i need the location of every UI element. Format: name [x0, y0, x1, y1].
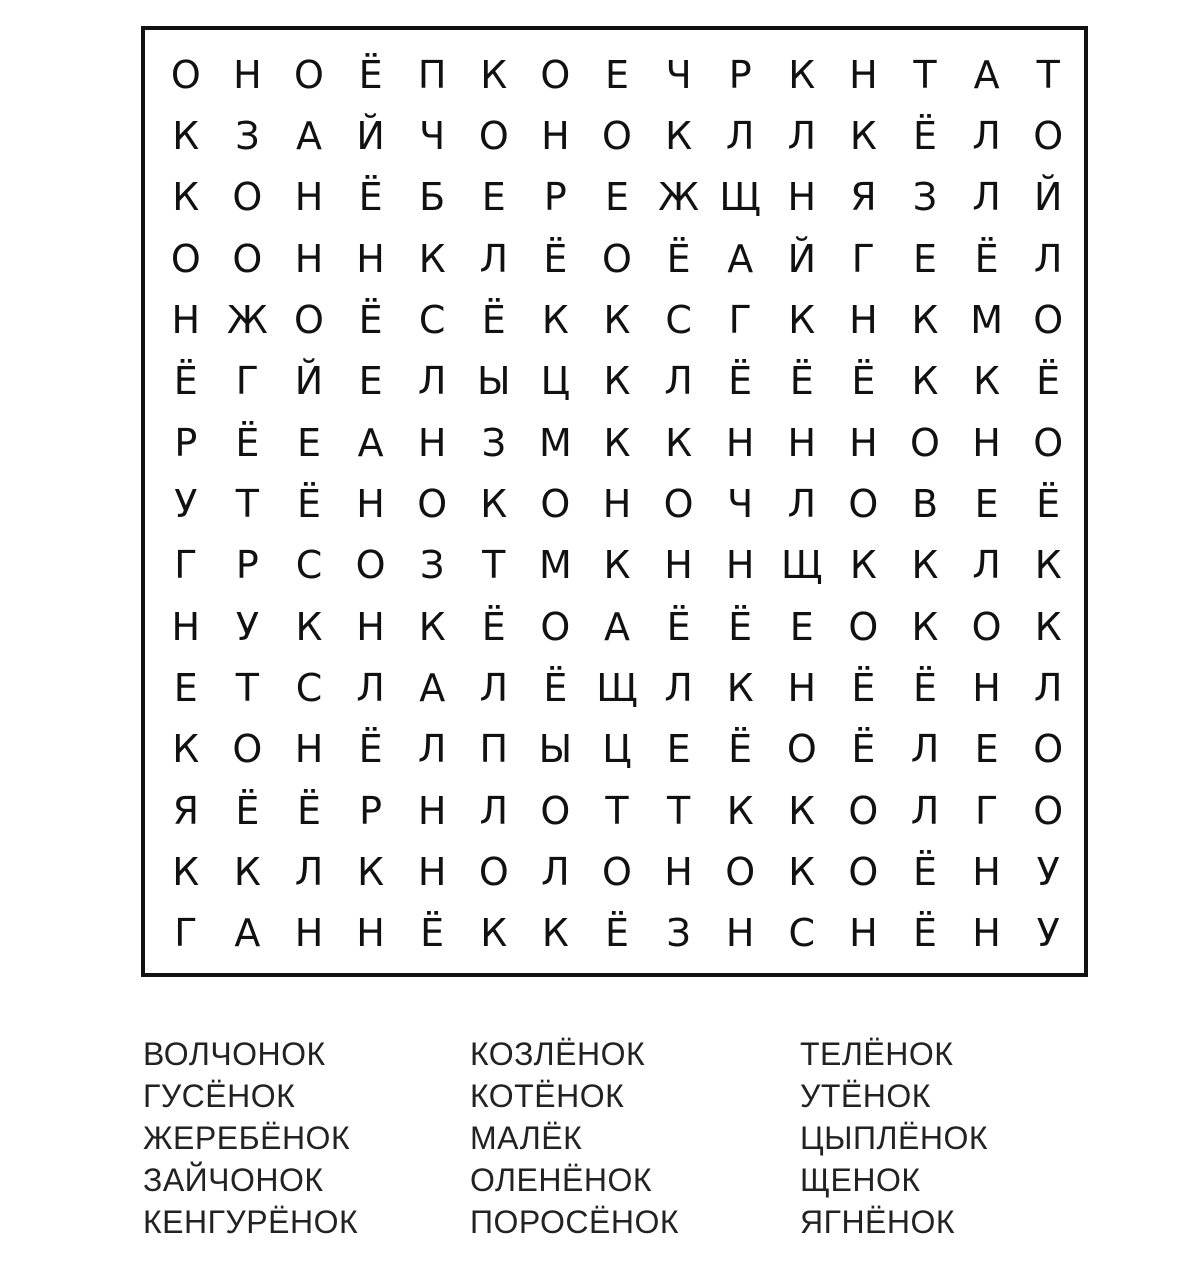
grid-cell[interactable]: Ё	[604, 911, 629, 956]
grid-cell[interactable]: Н	[294, 911, 324, 956]
grid-cell[interactable]: О	[170, 236, 201, 281]
grid-cell[interactable]: Л	[972, 175, 1001, 220]
word-item: УТЁНОК	[800, 1078, 931, 1114]
grid-cell[interactable]: К	[973, 359, 1001, 404]
grid-cell[interactable]: К	[1034, 604, 1062, 649]
grid-cell[interactable]: Г	[235, 359, 259, 404]
letter-grid	[155, 44, 1079, 964]
grid-cell[interactable]: Н	[294, 175, 324, 220]
grid-cell[interactable]: Й	[1033, 175, 1063, 220]
grid-cell[interactable]: Т	[1036, 52, 1060, 97]
grid-cell[interactable]: Л	[1033, 665, 1063, 710]
grid-cell[interactable]: Ё	[728, 604, 753, 649]
grid-cell[interactable]: К	[603, 543, 631, 588]
grid-cell[interactable]: О	[725, 849, 756, 894]
grid-cell[interactable]: Е	[358, 359, 383, 404]
grid-cell[interactable]: Н	[417, 849, 447, 894]
grid-cell[interactable]: Н	[356, 911, 385, 956]
grid-cell[interactable]: Р	[174, 420, 198, 465]
grid-cell[interactable]: Н	[294, 727, 324, 772]
grid-cell[interactable]: С	[295, 665, 323, 710]
grid-cell[interactable]: Л	[541, 849, 570, 894]
grid-cell[interactable]: К	[418, 604, 446, 649]
grid-cell[interactable]: Й	[356, 113, 385, 158]
grid-cell[interactable]: С	[665, 297, 692, 342]
grid-cell[interactable]: Н	[602, 481, 632, 526]
grid-cell[interactable]: Л	[417, 359, 447, 404]
grid-cell[interactable]: К	[172, 113, 200, 158]
grid-cell[interactable]: К	[788, 52, 816, 97]
grid-cell[interactable]: К	[911, 543, 939, 588]
grid-cell[interactable]: Ё	[974, 236, 999, 281]
grid-cell[interactable]: Н	[664, 849, 693, 894]
grid-cell[interactable]: З	[235, 113, 260, 158]
grid-cell[interactable]: К	[665, 113, 693, 158]
grid-cell[interactable]: Ё	[728, 727, 753, 772]
grid-cell[interactable]: Л	[725, 113, 755, 158]
grid-cell[interactable]: О	[848, 604, 879, 649]
grid-cell[interactable]: Й	[294, 359, 324, 404]
word-item: ПОРОСЁНОК	[470, 1204, 680, 1240]
grid-cell[interactable]: Л	[787, 481, 817, 526]
grid-cell[interactable]: Ё	[912, 665, 937, 710]
grid-cell[interactable]: У	[1036, 849, 1060, 894]
grid-cell[interactable]: К	[418, 236, 446, 281]
grid-cell[interactable]: Л	[1033, 236, 1063, 281]
grid-cell[interactable]: Н	[849, 297, 878, 342]
word-item: КОТЁНОК	[470, 1078, 625, 1114]
grid-cell[interactable]: Л	[972, 543, 1001, 588]
grid-cell[interactable]: О	[602, 113, 632, 158]
grid-cell[interactable]: Ё	[912, 113, 937, 158]
grid-cell[interactable]: Ё	[851, 359, 876, 404]
grid-cell[interactable]: У	[1036, 911, 1060, 956]
grid-cell[interactable]: Н	[171, 604, 201, 649]
grid-cell[interactable]: С	[295, 543, 323, 588]
grid-cell[interactable]: Ё	[481, 297, 506, 342]
grid-cell[interactable]: Н	[849, 52, 878, 97]
grid-cell[interactable]: О	[540, 604, 571, 649]
grid-cell[interactable]: Н	[849, 911, 878, 956]
grid-cell[interactable]: Е	[481, 175, 506, 220]
grid-cell[interactable]: У	[235, 604, 259, 649]
grid-cell[interactable]: Н	[725, 911, 755, 956]
word-item: ЯГНЁНОК	[800, 1204, 956, 1240]
grid-cell[interactable]: К	[295, 604, 323, 649]
grid-cell[interactable]: С	[788, 911, 816, 956]
grid-cell[interactable]: Ё	[296, 788, 321, 833]
word-column	[800, 1033, 988, 1243]
grid-cell[interactable]: А	[295, 113, 322, 158]
grid-cell[interactable]: О	[1033, 788, 1064, 833]
grid-cell[interactable]: Н	[541, 113, 570, 158]
grid-cell[interactable]: Ч	[419, 113, 446, 158]
grid-cell[interactable]: О	[540, 481, 571, 526]
word-item: ОЛЕНЁНОК	[470, 1162, 652, 1198]
grid-cell[interactable]: О	[1033, 297, 1064, 342]
grid-cell[interactable]: Л	[664, 665, 693, 710]
grid-cell[interactable]: Н	[849, 420, 878, 465]
grid-cell[interactable]: В	[911, 481, 939, 526]
grid-cell[interactable]: М	[538, 543, 572, 588]
grid-cell[interactable]: Н	[356, 481, 385, 526]
word-item: КЕНГУРЁНОК	[143, 1204, 359, 1240]
grid-cell[interactable]: З	[912, 175, 938, 220]
grid-cell[interactable]: К	[911, 297, 939, 342]
grid-cell[interactable]: Ц	[540, 359, 571, 404]
grid-cell[interactable]: Ё	[358, 297, 383, 342]
grid-cell[interactable]: Т	[605, 788, 629, 833]
grid-cell[interactable]: О	[417, 481, 448, 526]
grid-cell[interactable]: А	[603, 604, 630, 649]
grid-cell[interactable]: Е	[604, 52, 629, 97]
grid-cell[interactable]: Ё	[358, 727, 383, 772]
grid-cell[interactable]: Ж	[226, 297, 268, 342]
grid-cell[interactable]: К	[726, 665, 754, 710]
grid-cell[interactable]: Г	[174, 543, 198, 588]
grid-cell[interactable]: О	[663, 481, 694, 526]
grid-cell[interactable]: Л	[910, 727, 940, 772]
grid-cell[interactable]: А	[234, 911, 261, 956]
grid-cell[interactable]: Л	[479, 236, 509, 281]
word-column	[470, 1033, 679, 1243]
grid-cell[interactable]: Е	[296, 420, 321, 465]
grid-cell[interactable]: К	[480, 911, 508, 956]
grid-cell[interactable]: Ё	[728, 359, 753, 404]
grid-cell[interactable]: С	[418, 297, 446, 342]
grid-cell[interactable]: Ё	[543, 665, 568, 710]
grid-cell[interactable]: Е	[912, 236, 937, 281]
grid-cell[interactable]: Ё	[666, 236, 691, 281]
word-item: ТЕЛЁНОК	[800, 1036, 954, 1072]
grid-cell[interactable]: З	[420, 543, 445, 588]
grid-cell[interactable]: Н	[972, 911, 1001, 956]
grid-cell[interactable]: О	[971, 604, 1002, 649]
grid-cell[interactable]: Л	[664, 359, 693, 404]
grid-cell[interactable]: К	[541, 297, 569, 342]
word-item: ГУСЁНОК	[143, 1078, 296, 1114]
grid-cell[interactable]: Е	[789, 604, 814, 649]
grid-cell[interactable]: Ч	[727, 481, 754, 526]
grid-cell[interactable]: Н	[787, 665, 817, 710]
grid-cell[interactable]: К	[849, 543, 877, 588]
grid-cell[interactable]: О	[602, 236, 632, 281]
grid-cell[interactable]: Ё	[235, 420, 260, 465]
grid-cell[interactable]: П	[479, 727, 509, 772]
grid-cell[interactable]: К	[849, 113, 877, 158]
grid-cell[interactable]: Ы	[477, 359, 511, 404]
grid-cell[interactable]: Ы	[538, 727, 573, 772]
word-item: ЗАЙЧОНОК	[143, 1162, 324, 1198]
grid-cell[interactable]: Ч	[665, 52, 692, 97]
grid-cell[interactable]: Л	[294, 849, 324, 894]
grid-cell[interactable]: Н	[972, 665, 1001, 710]
grid-cell[interactable]: О	[478, 849, 509, 894]
grid-cell[interactable]: Р	[235, 543, 259, 588]
grid-cell[interactable]: О	[232, 175, 263, 220]
grid-cell[interactable]: Ё	[912, 911, 937, 956]
grid-cell[interactable]: Е	[974, 481, 999, 526]
grid-cell[interactable]: А	[419, 665, 446, 710]
grid-cell[interactable]: О	[232, 236, 263, 281]
word-item: КОЗЛЁНОК	[470, 1036, 646, 1072]
grid-cell[interactable]: Н	[171, 297, 201, 342]
grid-cell[interactable]: О	[786, 727, 817, 772]
grid-cell[interactable]: К	[541, 911, 569, 956]
grid-cell[interactable]: Ё	[543, 236, 568, 281]
grid-cell[interactable]: К	[726, 788, 754, 833]
grid-cell[interactable]: О	[232, 727, 263, 772]
grid-cell[interactable]: Л	[910, 788, 940, 833]
word-item: ЦЫПЛЁНОК	[800, 1120, 988, 1156]
grid-cell[interactable]: Т	[913, 52, 937, 97]
grid-cell[interactable]: Н	[356, 236, 385, 281]
grid-cell[interactable]: К	[357, 849, 385, 894]
grid-cell[interactable]: Ё	[1036, 481, 1061, 526]
word-item: ВОЛЧОНОК	[143, 1036, 326, 1072]
grid-cell[interactable]: Ё	[851, 727, 876, 772]
grid-cell[interactable]: З	[666, 911, 691, 956]
grid-cell[interactable]: К	[603, 359, 631, 404]
grid-cell[interactable]: Е	[173, 665, 198, 710]
grid-cell[interactable]: Р	[543, 175, 567, 220]
grid-cell[interactable]: Ё	[912, 849, 937, 894]
word-item: ЩЕНОК	[800, 1162, 921, 1198]
grid-cell[interactable]: Т	[482, 543, 506, 588]
grid-cell[interactable]: Ж	[658, 175, 700, 220]
grid-cell[interactable]: О	[478, 113, 509, 158]
word-list	[143, 1033, 1043, 1253]
grid-cell[interactable]: Л	[972, 113, 1001, 158]
grid-cell[interactable]: Е	[666, 727, 691, 772]
grid-cell[interactable]: К	[788, 849, 816, 894]
grid-cell[interactable]: К	[480, 52, 508, 97]
grid-cell[interactable]: К	[172, 175, 200, 220]
grid-cell[interactable]: Ё	[358, 175, 383, 220]
grid-cell[interactable]: О	[1033, 420, 1064, 465]
grid-cell[interactable]: К	[603, 420, 631, 465]
grid-cell[interactable]: О	[540, 52, 571, 97]
grid-cell[interactable]: К	[603, 297, 631, 342]
grid-cell[interactable]: А	[357, 420, 384, 465]
grid-cell[interactable]: Л	[417, 727, 447, 772]
grid-cell[interactable]: А	[973, 52, 1000, 97]
grid-cell[interactable]: Б	[419, 175, 446, 220]
grid-cell[interactable]: К	[172, 727, 200, 772]
grid-cell[interactable]: М	[970, 297, 1003, 342]
grid-cell[interactable]: Т	[235, 481, 259, 526]
grid-cell[interactable]: Ё	[1036, 359, 1061, 404]
grid-cell[interactable]: Ё	[173, 359, 198, 404]
grid-cell[interactable]: К	[1034, 543, 1062, 588]
grid-cell[interactable]: Щ	[781, 543, 823, 588]
grid-cell[interactable]: Н	[417, 788, 447, 833]
grid-cell[interactable]: Е	[974, 727, 999, 772]
grid-cell[interactable]: К	[233, 849, 261, 894]
grid-cell[interactable]: Л	[356, 665, 385, 710]
grid-cell[interactable]: Щ	[596, 665, 638, 710]
grid-cell[interactable]: Г	[851, 236, 875, 281]
grid-cell[interactable]: Ё	[296, 481, 321, 526]
word-column	[143, 1033, 358, 1243]
grid-cell[interactable]: А	[727, 236, 754, 281]
grid-cell[interactable]: Р	[728, 52, 752, 97]
grid-cell[interactable]: О	[1033, 727, 1064, 772]
grid-cell[interactable]: О	[355, 543, 386, 588]
grid-cell[interactable]: Т	[666, 788, 691, 833]
grid-cell[interactable]: М	[538, 420, 572, 465]
grid-cell[interactable]: Н	[972, 849, 1001, 894]
grid-cell[interactable]: Н	[787, 420, 817, 465]
grid-cell[interactable]: Н	[356, 604, 385, 649]
grid-cell[interactable]: Щ	[719, 175, 761, 220]
grid-cell[interactable]: Л	[479, 788, 509, 833]
grid-cell[interactable]: Ё	[789, 359, 814, 404]
grid-cell[interactable]: О	[540, 788, 571, 833]
grid-cell[interactable]: О	[910, 420, 940, 465]
grid-cell[interactable]: К	[911, 359, 939, 404]
grid-cell[interactable]: К	[480, 481, 508, 526]
grid-cell[interactable]: П	[417, 52, 447, 97]
grid-cell[interactable]: К	[665, 420, 693, 465]
grid-cell[interactable]: Г	[174, 911, 198, 956]
grid-cell[interactable]: Н	[787, 175, 817, 220]
grid-cell[interactable]: Т	[235, 665, 259, 710]
grid-cell[interactable]: О	[1033, 113, 1064, 158]
grid-cell[interactable]: Н	[233, 52, 262, 97]
grid-cell[interactable]: Ё	[851, 665, 876, 710]
grid-cell[interactable]: К	[911, 604, 939, 649]
grid-cell[interactable]: Я	[850, 175, 877, 220]
word-item: ЖЕРЕБЁНОК	[143, 1120, 351, 1156]
grid-cell[interactable]: Н	[664, 543, 693, 588]
grid-cell[interactable]: О	[848, 481, 879, 526]
grid-cell[interactable]: З	[481, 420, 506, 465]
grid-cell[interactable]: Г	[728, 297, 752, 342]
grid-cell[interactable]: Л	[787, 113, 817, 158]
grid-cell[interactable]: Й	[787, 236, 816, 281]
grid-cell[interactable]: Н	[417, 420, 447, 465]
grid-cell[interactable]: Ё	[666, 604, 691, 649]
grid-cell[interactable]: Я	[172, 788, 199, 833]
grid-cell[interactable]: Г	[975, 788, 999, 833]
grid-cell[interactable]: Н	[725, 420, 755, 465]
grid-cell[interactable]: У	[174, 481, 198, 526]
grid-cell[interactable]: Н	[725, 543, 755, 588]
word-search-board	[141, 26, 1088, 977]
grid-cell[interactable]: Л	[479, 665, 509, 710]
grid-cell[interactable]: О	[294, 52, 324, 97]
grid-cell[interactable]: О	[294, 297, 324, 342]
grid-cell[interactable]: К	[788, 788, 816, 833]
grid-cell[interactable]: К	[172, 849, 200, 894]
grid-cell[interactable]: Ё	[481, 604, 506, 649]
grid-cell[interactable]: Е	[604, 175, 629, 220]
grid-cell[interactable]: О	[170, 52, 201, 97]
grid-cell[interactable]: К	[788, 297, 816, 342]
word-item: МАЛЁК	[470, 1120, 583, 1156]
grid-cell[interactable]: О	[848, 788, 879, 833]
grid-cell[interactable]: Н	[294, 236, 324, 281]
grid-cell[interactable]: Ц	[602, 727, 632, 772]
grid-cell[interactable]: О	[848, 849, 879, 894]
grid-cell[interactable]: Ё	[235, 788, 260, 833]
grid-cell[interactable]: О	[602, 849, 632, 894]
grid-cell[interactable]: Ё	[420, 911, 445, 956]
grid-cell[interactable]: Н	[972, 420, 1001, 465]
grid-cell[interactable]: Р	[359, 788, 383, 833]
grid-cell[interactable]: Ё	[358, 52, 383, 97]
